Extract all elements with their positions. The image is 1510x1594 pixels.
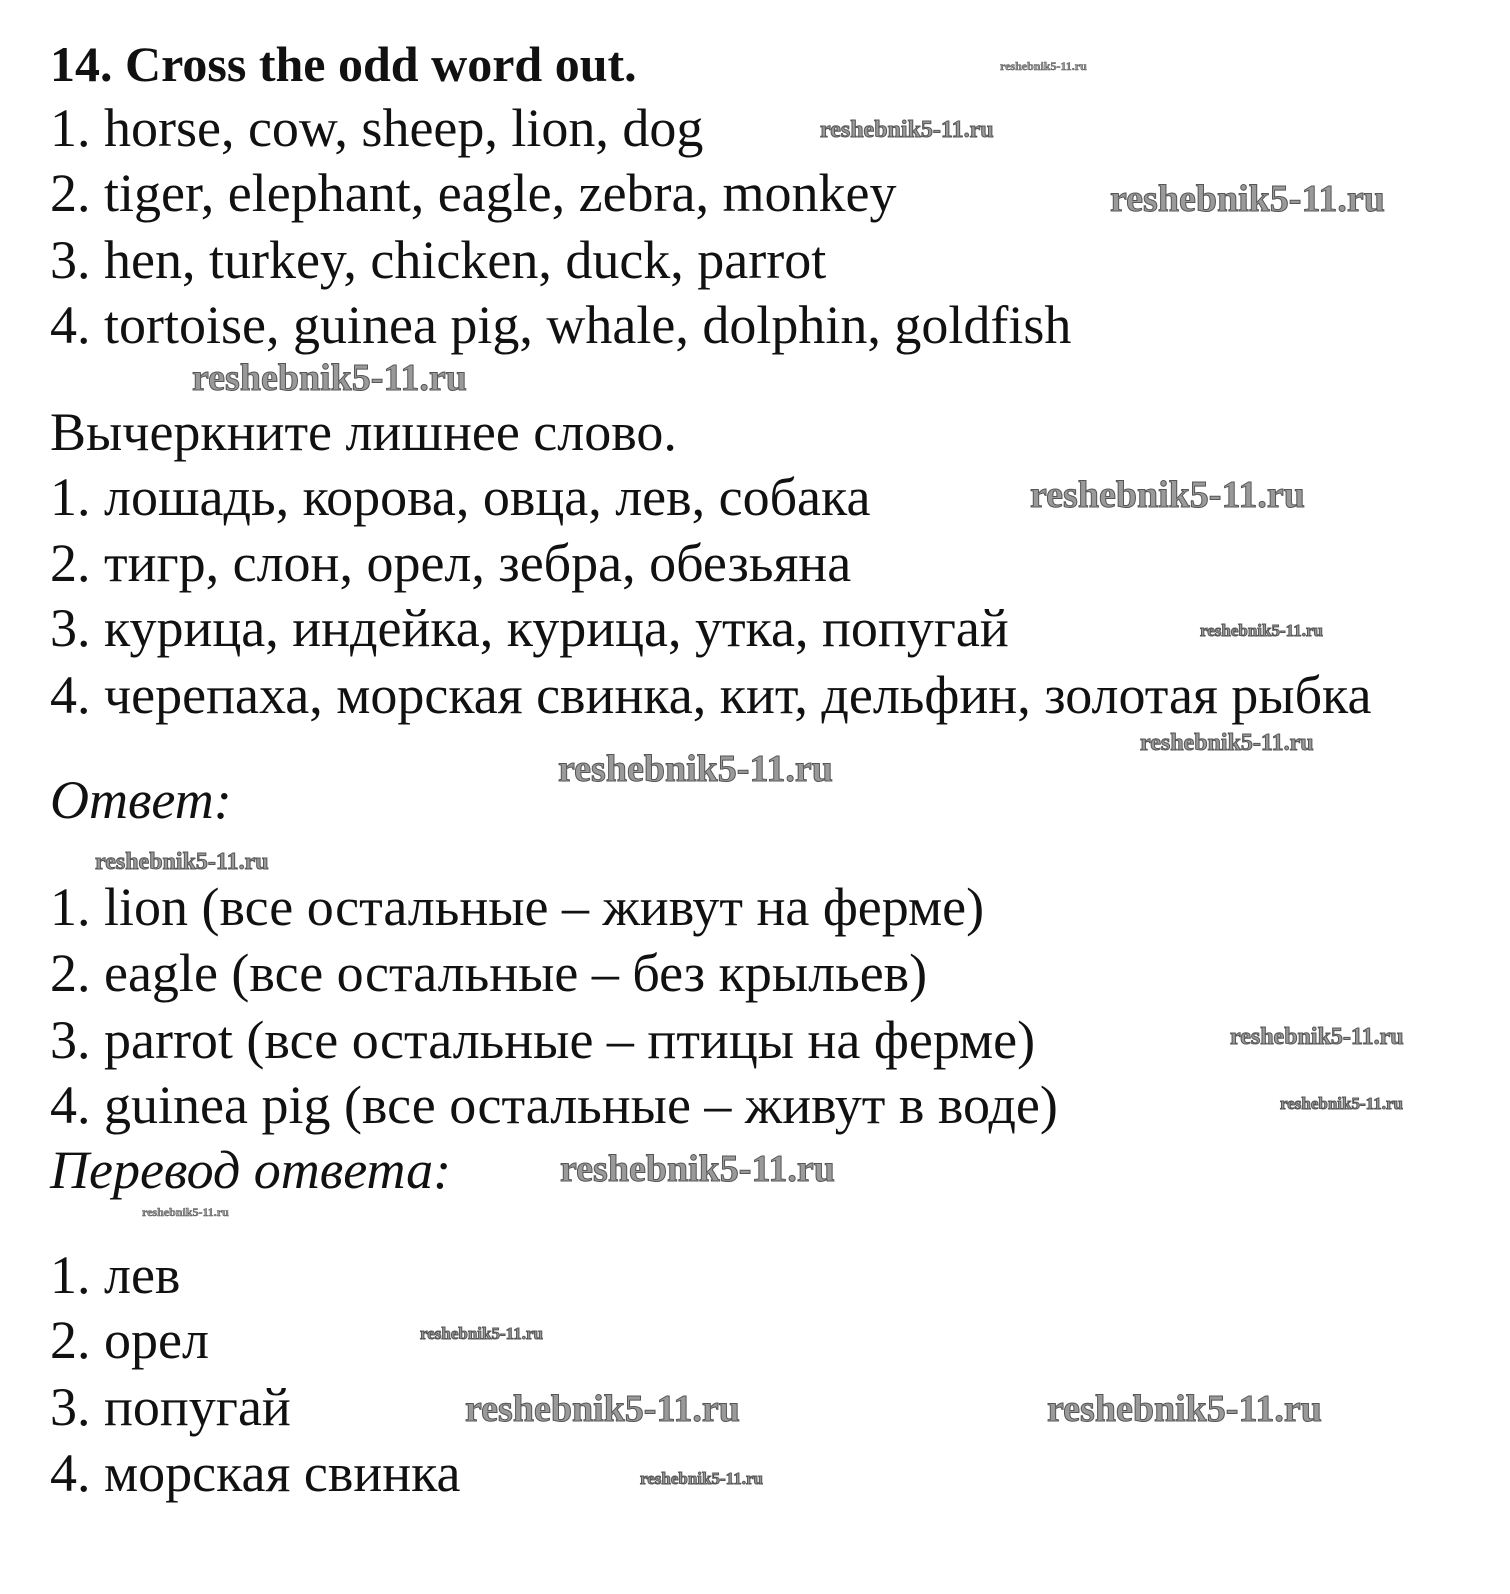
exercise-item: 4. tortoise, guinea pig, whale, dolphin, goldfish [50, 295, 1072, 355]
watermark: reshebnik5-11.ru [1140, 730, 1314, 756]
watermark: reshebnik5-11.ru [1230, 1024, 1404, 1050]
translation-item: 2. тигр, слон, орел, зебра, обезьяна [50, 533, 852, 593]
watermark: reshebnik5-11.ru [1047, 1388, 1322, 1430]
watermark: reshebnik5-11.ru [142, 1205, 229, 1219]
translation-item: 1. лошадь, корова, овца, лев, собака [50, 467, 871, 527]
answer-item: 4. guinea pig (все остальные – живут в воде) [50, 1075, 1058, 1135]
watermark: reshebnik5-11.ru [95, 849, 269, 875]
answer-item: 1. lion (все остальные – живут на ферме) [50, 877, 985, 937]
answer-translation-title: Перевод ответа: [50, 1140, 452, 1200]
watermark: reshebnik5-11.ru [1200, 621, 1323, 640]
watermark: reshebnik5-11.ru [558, 748, 833, 790]
watermark: reshebnik5-11.ru [465, 1388, 740, 1430]
translation-item: 3. курица, индейка, курица, утка, попугай [50, 598, 1009, 658]
answer-translation-item: 1. лев [50, 1245, 181, 1305]
answer-title: Ответ: [50, 770, 232, 830]
watermark: reshebnik5-11.ru [820, 117, 994, 143]
exercise-item: 3. hen, turkey, chicken, duck, parrot [50, 230, 827, 290]
watermark: reshebnik5-11.ru [1110, 178, 1385, 220]
watermark: reshebnik5-11.ru [1000, 59, 1087, 73]
watermark: reshebnik5-11.ru [640, 1469, 763, 1488]
watermark: reshebnik5-11.ru [560, 1148, 835, 1190]
answer-translation-item: 2. орел [50, 1310, 209, 1370]
answer-translation-item: 3. попугай [50, 1377, 291, 1437]
watermark: reshebnik5-11.ru [1030, 474, 1305, 516]
answer-item: 2. eagle (все остальные – без крыльев) [50, 943, 928, 1003]
translation-item: 4. черепаха, морская свинка, кит, дельфин, золотая рыбка [50, 665, 1372, 725]
translation-title: Вычеркните лишнее слово. [50, 402, 677, 462]
answer-translation-item: 4. морская свинка [50, 1443, 461, 1503]
exercise-item: 2. tiger, elephant, eagle, zebra, monkey [50, 163, 897, 223]
exercise-item: 1. horse, cow, sheep, lion, dog [50, 98, 704, 158]
watermark: reshebnik5-11.ru [420, 1324, 543, 1343]
exercise-title: 14. Cross the odd word out. [50, 36, 637, 92]
watermark: reshebnik5-11.ru [192, 357, 467, 399]
watermark: reshebnik5-11.ru [1280, 1094, 1403, 1113]
answer-item: 3. parrot (все остальные – птицы на ферме) [50, 1010, 1036, 1070]
